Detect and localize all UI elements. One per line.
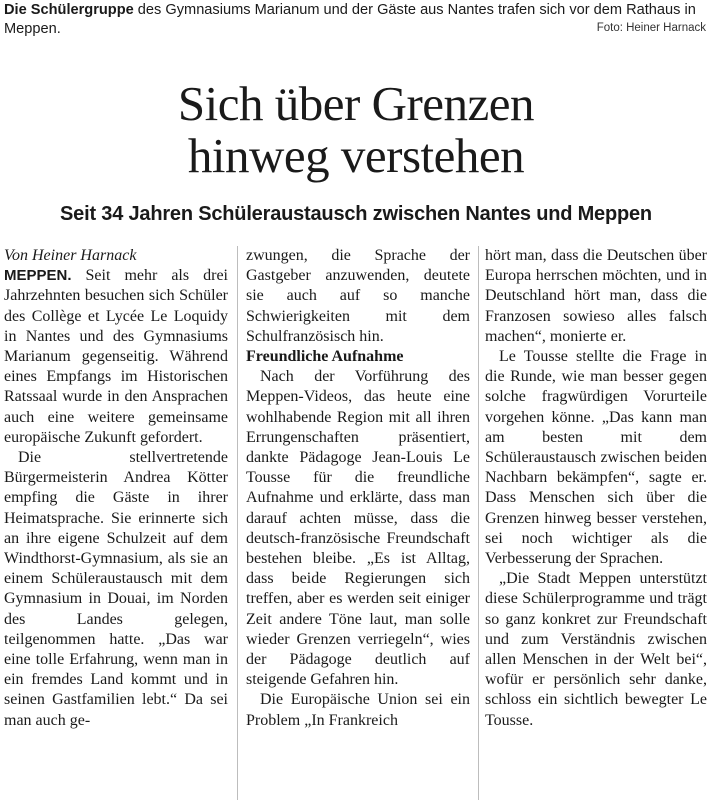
headline [0,78,712,182]
paragraph-6: „Die Stadt Meppen unterstützt diese Schülerprogramme und trägt so ganz konkret zur Freundschaft und zum Verständnis zwischen allen Menschen in der Welt bei“, wofür er persönlich sehr danke, schloss ein sichtlich bewegter Le Tousse. [485,570,707,729]
subhead-freundliche-aufnahme: Freundliche Aufnahme [246,348,404,366]
paragraph-4-cont: hört man, dass die Deutschen über Europa herrschen möchten, und in Deutschland hört man, dass die Franzosen sowieso alles falsch machen“, monierte er. [485,247,707,345]
byline: Von Heiner Harnack [4,247,137,264]
paragraph-3: Nach der Vorführung des Meppen-Videos, das heute eine wohlhabende Region mit all ihren Errungenschaften präsentiert, dankte Pädagoge Jean-Louis Le Tousse für die freundliche Aufnahme und erklärte, dass man darauf achten müsse, dass die deutsch-französische Freundschaft bestehen bleibe. „Es ist Alltag, dass beide Regierungen sich treffen, aber es werden seit einiger Zeit andere Töne laut, man solle wieder Grenzen verriegeln“, wies der Pädagoge deutlich auf steigende Gefahren hin. [246,368,470,689]
article-column-1 [4,246,228,800]
photo-credit: Foto: Heiner Harnack [596,22,706,34]
subheadline: Seit 34 Jahren Schüleraustausch zwischen Nantes und Meppen [60,203,652,225]
paragraph-5: Le Tousse stellte die Frage in die Runde, wie man besser gegen solche fragwürdigen Vorurteile vorgehen könne. „Das kann man am besten mit dem Schüleraustausch zwischen beiden Nachbarn bekämpfen“, sagte er. Dass Menschen sich über die Grenzen hinweg besser verstehen, sei noch wichtiger als die Verbesserung der Sprachen. [485,348,707,568]
article-column-2 [246,246,470,800]
paragraph-4: Die Europäische Union sei ein Problem „In Frankreich [246,691,470,729]
headline-line-2: hinweg verstehen [187,128,525,183]
paragraph-1 [4,266,228,448]
paragraph-1-text: Seit mehr als drei Jahrzehnten besuchen sich Schüler des Collège et Lycée Le Loquidy in Nantes und des Gymnasiums Marianum gegenseitig. Während eines Empfangs im Historischen Ratssaal wurde in den Ansprachen auch eine weitere gemeinsame europäische Zukunft gefordert. [4,267,228,446]
dateline: MEPPEN. [4,267,72,285]
caption-text: des Gymnasiums Marianum und der Gäste aus Nantes trafen sich vor dem Rathaus in Meppen. [4,2,696,37]
paragraph-2: Die stellvertretende Bürgermeisterin Andrea Kötter empfing die Gäste in ihrer Heimatsprache. Sie erinnerte sich an ihre eigene Schulzeit auf dem Windthorst-Gymnasium, als sie an einem Schüleraustausch mit dem Gymnasium in Douai, im Norden des Landes gelegen, teilgenommen hatte. „Das war eine tolle Erfahrung, wenn man in ein fremdes Land kommt und in seinen Gastfamilien lebt.“ Da sei man auch ge- [4,449,228,729]
caption-lead: Die Schülergruppe [4,2,134,18]
column-divider [237,246,238,800]
paragraph-2-cont: zwungen, die Sprache der Gastgeber anzuwenden, deutete sie auch auf so manche Schwierigkeiten mit dem Schulfranzösisch hin. [246,247,470,345]
column-divider [478,246,479,800]
article-column-3 [485,246,707,800]
headline-line-1: Sich über Grenzen [177,76,535,131]
